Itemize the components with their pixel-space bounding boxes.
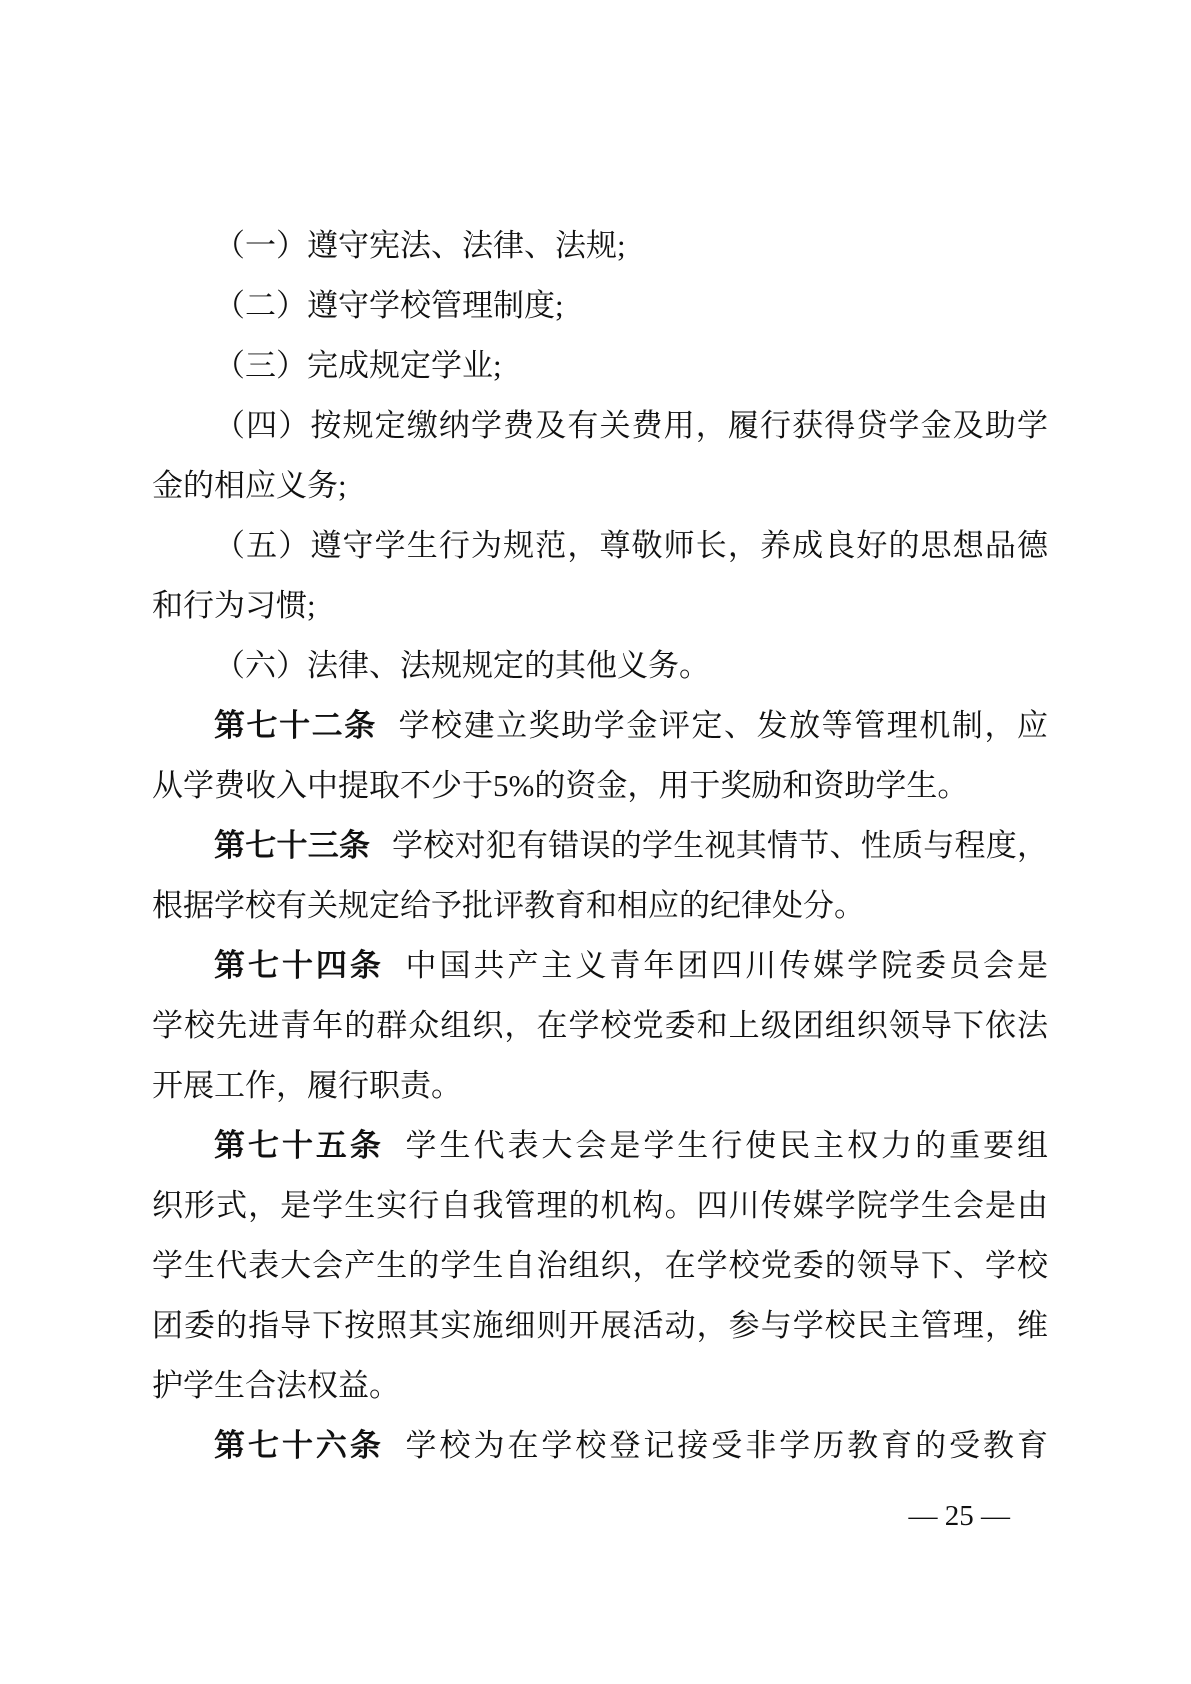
paragraph	[152, 1116, 1048, 1416]
line-text: 学校建立奖助学金评定、发放等管理机制，应	[398, 708, 1049, 743]
line-text: 学校对犯有错误的学生视其情节、性质与程度，	[391, 828, 1049, 863]
paragraph	[152, 636, 1048, 696]
text-line: （六）法律、法规规定的其他义务。	[214, 648, 710, 683]
text-line: 和行为习惯;	[152, 588, 316, 623]
page-number: — 25 —	[908, 1500, 1010, 1532]
paragraph	[152, 276, 1048, 336]
article-number: 第七十六条	[214, 1428, 384, 1464]
text-line: （三）完成规定学业;	[214, 348, 502, 383]
text-line: 学生代表大会产生的学生自治组织，在学校党委的领导下、学校	[152, 1248, 1048, 1283]
paragraph	[152, 396, 1048, 516]
text-line	[152, 696, 1048, 756]
document-body	[152, 216, 1048, 1476]
paragraph	[152, 516, 1048, 636]
text-line: （一）遵守宪法、法律、法规;	[214, 228, 626, 263]
text-line: （五）遵守学生行为规范，尊敬师长，养成良好的思想品德	[214, 528, 1048, 563]
article-number: 第七十二条	[214, 708, 377, 744]
page-footer	[909, 1498, 1011, 1534]
text-line: 根据学校有关规定给予批评教育和相应的纪律处分。	[152, 888, 865, 923]
text-line: 团委的指导下按照其实施细则开展活动，参与学校民主管理，维	[152, 1308, 1048, 1343]
text-line: （二）遵守学校管理制度;	[214, 288, 564, 323]
text-line: （四）按规定缴纳学费及有关费用，履行获得贷学金及助学	[214, 408, 1048, 443]
text-line	[152, 936, 1048, 996]
text-line	[152, 1416, 1048, 1476]
paragraph	[152, 336, 1048, 396]
line-text: 中国共产主义青年团四川传媒学院委员会是	[405, 948, 1049, 983]
text-line: 从学费收入中提取不少于5%的资金，用于奖励和资助学生。	[152, 768, 969, 803]
article-number: 第七十四条	[214, 948, 384, 984]
line-text: 学生代表大会是学生行使民主权力的重要组	[405, 1128, 1049, 1163]
paragraph	[152, 216, 1048, 276]
text-line: 学校先进青年的群众组织，在学校党委和上级团组织领导下依法	[152, 1008, 1048, 1043]
paragraph	[152, 1416, 1048, 1476]
text-line: 金的相应义务;	[152, 468, 347, 503]
text-line	[152, 1116, 1048, 1176]
paragraph	[152, 696, 1048, 816]
text-line: 护学生合法权益。	[152, 1368, 400, 1403]
paragraph	[152, 936, 1048, 1116]
text-line: 开展工作，履行职责。	[152, 1068, 462, 1103]
article-number: 第七十五条	[214, 1128, 384, 1164]
paragraph	[152, 816, 1048, 936]
line-text: 学校为在学校登记接受非学历教育的受教育	[405, 1428, 1049, 1463]
text-line	[152, 816, 1048, 876]
article-number: 第七十三条	[214, 828, 371, 864]
text-line: 织形式，是学生实行自我管理的机构。四川传媒学院学生会是由	[152, 1188, 1048, 1223]
